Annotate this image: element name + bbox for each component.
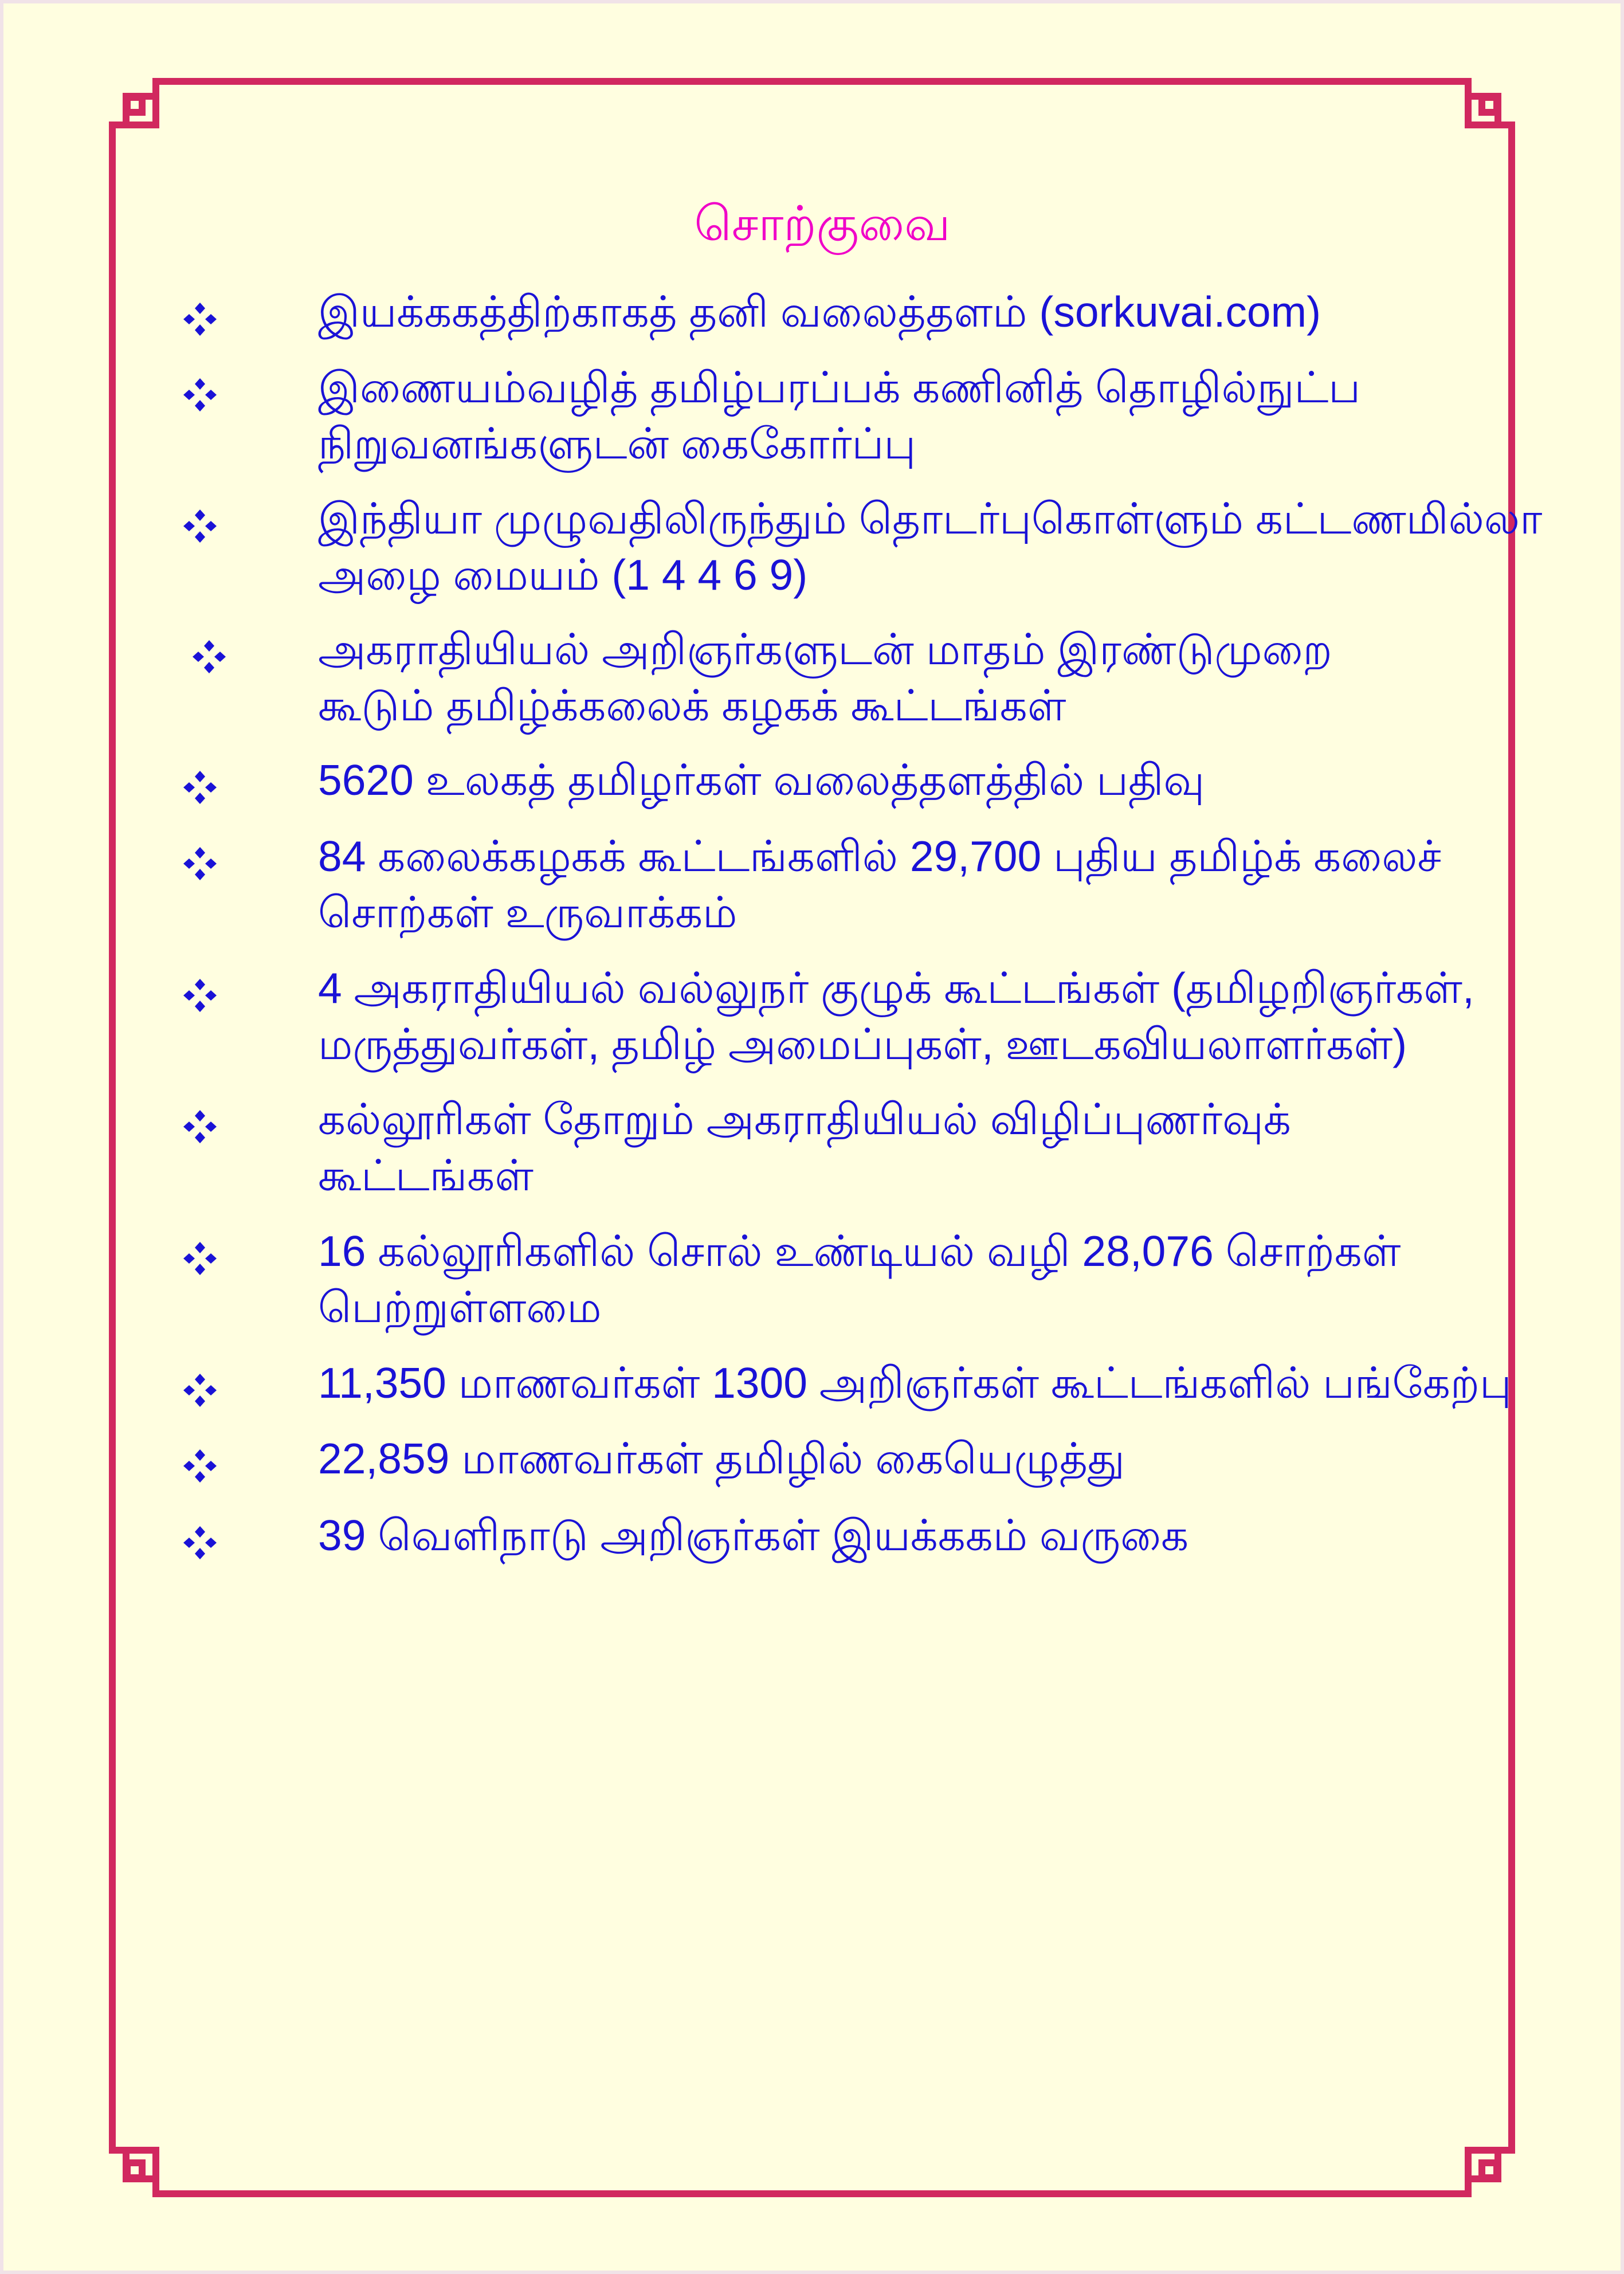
list-item — [178, 621, 1332, 734]
list-item-text-line: 11,350 மாணவர்கள் 1300 அறிஞர்கள் கூட்டங்களில் பங்கேற்பு — [318, 1359, 1512, 1407]
four-diamond-bullet-icon — [182, 1441, 218, 1476]
page-title: சொற்குவை — [694, 197, 951, 250]
list-item — [178, 1355, 1512, 1411]
list-item — [178, 752, 1205, 808]
list-item-text-line: 5620 உலகத் தமிழர்கள் வலைத்தளத்தில் பதிவு — [318, 756, 1205, 804]
list-item-text-line: 84 கலைக்கழகக் கூட்டங்களில் 29,700 புதிய தமிழ்க் கலைச் — [318, 832, 1442, 880]
four-diamond-bullet-icon — [182, 1233, 218, 1269]
list-item-text-line: இந்தியா முழுவதிலிருந்தும் தொடர்புகொள்ளும் கட்டணமில்லா — [318, 495, 1543, 543]
list-item — [178, 1223, 1401, 1335]
four-diamond-bullet-icon — [182, 501, 218, 536]
list-item-text-line: 39 வெளிநாடு அறிஞர்கள் இயக்ககம் வருகை — [318, 1511, 1189, 1559]
four-diamond-bullet-icon — [191, 632, 227, 667]
four-diamond-bullet-icon — [182, 762, 218, 798]
four-diamond-bullet-icon — [182, 838, 218, 874]
list-item-text-line: கல்லூரிகள் தோறும் அகராதியியல் விழிப்புணர்வுக் — [318, 1095, 1291, 1143]
list-item-text-line: 16 கல்லூரிகளில் சொல் உண்டியல் வழி 28,076 சொற்கள் — [318, 1227, 1401, 1275]
list-item-text-line: 4 அகராதியியல் வல்லுநர் குழுக் கூட்டங்கள் (தமிழறிஞர்கள், — [318, 964, 1474, 1012]
list-item-text-line: பெற்றுள்ளமை — [318, 1283, 602, 1331]
list-item — [178, 284, 1321, 340]
list-item — [178, 828, 1441, 940]
list-item-text-line: கூடும் தமிழ்க்கலைக் கழகக் கூட்டங்கள் — [318, 681, 1066, 730]
list-item — [178, 359, 1360, 472]
list-item — [178, 960, 1474, 1072]
list-item-text-line: 22,859 மாணவர்கள் தமிழில் கையெழுத்து — [318, 1434, 1125, 1483]
list-item-text-line: மருத்துவர்கள், தமிழ் அமைப்புகள், ஊடகவியலாளர்கள்) — [318, 1020, 1407, 1068]
four-diamond-bullet-icon — [182, 370, 218, 405]
four-diamond-bullet-icon — [182, 970, 218, 1006]
four-diamond-bullet-icon — [182, 1101, 218, 1137]
list-item-text-line: இயக்ககத்திற்காகத் தனி வலைத்தளம் (sorkuvai.com) — [318, 288, 1321, 336]
list-item-text-line: இணையம்வழித் தமிழ்பரப்பக் கணினித் தொழில்நுட்ப — [318, 363, 1361, 411]
list-item — [178, 491, 1542, 603]
list-item-text-line: கூட்டங்கள் — [318, 1151, 534, 1199]
list-item-text-line: அகராதியியல் அறிஞர்களுடன் மாதம் இரண்டுமுறை — [318, 625, 1332, 673]
four-diamond-bullet-icon — [182, 1518, 218, 1553]
four-diamond-bullet-icon — [182, 1365, 218, 1401]
four-diamond-bullet-icon — [182, 294, 218, 330]
list-item-text-line: சொற்கள் உருவாக்கம் — [318, 888, 738, 936]
list-item — [178, 1430, 1125, 1487]
list-item — [178, 1091, 1291, 1203]
list-item — [178, 1507, 1188, 1563]
list-item-text-line: அழை மையம் (1 4 4 6 9) — [318, 551, 808, 599]
list-item-text-line: நிறுவனங்களுடன் கைகோர்ப்பு — [318, 419, 916, 468]
